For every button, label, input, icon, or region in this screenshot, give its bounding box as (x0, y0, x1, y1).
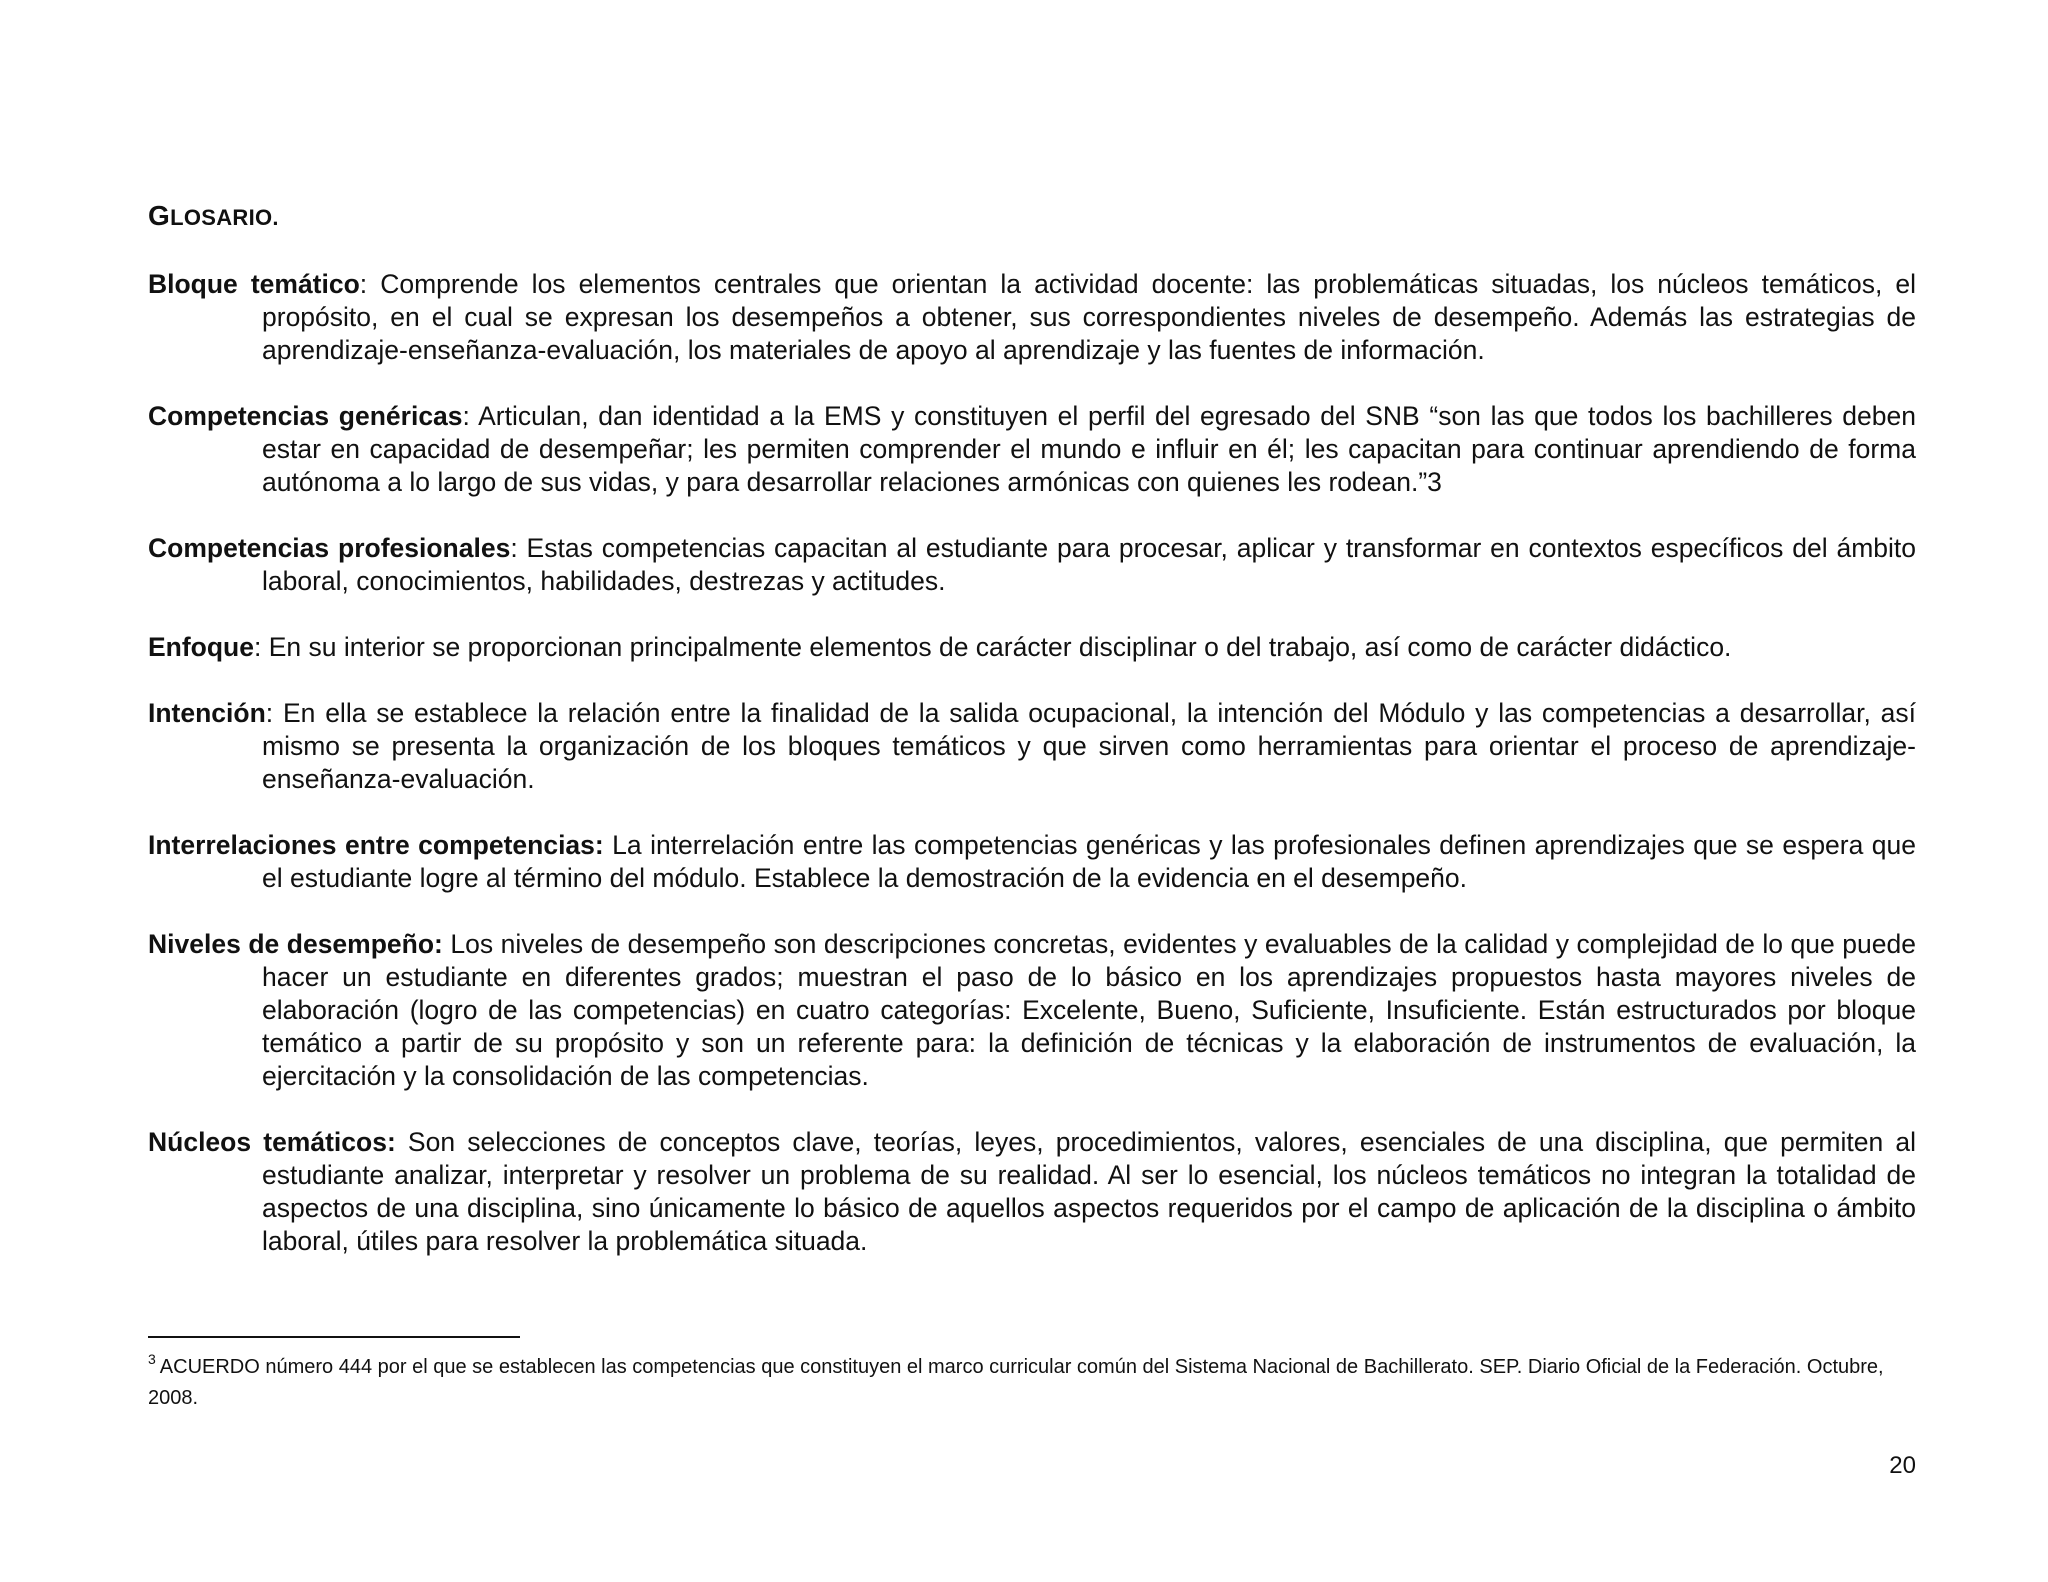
glossary-term: Enfoque (148, 632, 254, 662)
glossary-heading (148, 200, 279, 232)
glossary-term: Competencias profesionales (148, 533, 511, 563)
glossary-separator: : (265, 698, 274, 728)
glossary-entry-competencias-genericas (148, 400, 1916, 499)
glossary-definition: Comprende los elementos centrales que orientan la actividad docente: las problemáticas situadas, los núcleos temáticos, el propósito, en el cual se expresan los desempeños a obtener, sus correspondientes niveles de desempeño. Además las estrategias de aprendizaje-enseñanza-evaluación, los materiales de apoyo al aprendizaje y las fuentes de información. (262, 269, 1916, 365)
glossary-entry-intencion (148, 697, 1916, 796)
glossary-entry-interrelaciones (148, 829, 1916, 895)
page-number: 20 (1889, 1452, 1916, 1479)
glossary-list (148, 268, 1916, 1291)
glossary-entry-niveles-de-desempeno (148, 928, 1916, 1093)
glossary-entry-bloque-tematico (148, 268, 1916, 367)
glossary-term: Niveles de desempeño: (148, 929, 443, 959)
footnote-text: ACUERDO número 444 por el que se establecen las competencias que constituyen el marco curricular común del Sistema Nacional de Bachillerato. SEP. Diario Oficial de la Federación. Octubre, 2008. (148, 1356, 1884, 1409)
glossary-heading-initial: G (148, 200, 171, 231)
glossary-definition: Los niveles de desempeño son descripciones concretas, evidentes y evaluables de la calidad y complejidad de lo que puede hacer un estudiante en diferentes grados; muestran el paso de lo básico en los aprendizajes propuestos hasta mayores niveles de elaboración (logro de las competencias) en cuatro categorías: Excelente, Bueno, Suficiente, Insuficiente. Están estructurados por bloque temático a partir de su propósito y son un referente para: la definición de técnicas y la elaboración de instrumentos de evaluación, la ejercitación y la consolidación de las competencias. (262, 929, 1916, 1091)
glossary-entry-enfoque (148, 631, 1916, 664)
glossary-separator: : (462, 401, 470, 431)
glossary-separator: : (359, 269, 368, 299)
footnote (148, 1352, 1916, 1414)
footnote-separator (148, 1336, 520, 1338)
glossary-entry-competencias-profesionales (148, 532, 1916, 598)
glossary-term: Interrelaciones entre competencias: (148, 830, 604, 860)
glossary-separator: : (510, 533, 518, 563)
glossary-term: Bloque temático (148, 269, 360, 299)
glossary-definition: En su interior se proporcionan principalmente elementos de carácter disciplinar o del trabajo, así como de carácter didáctico. (261, 632, 1732, 662)
glossary-term: Intención (148, 698, 266, 728)
glossary-separator: : (254, 632, 262, 662)
glossary-definition: Son selecciones de conceptos clave, teorías, leyes, procedimientos, valores, esenciales de una disciplina, que permiten al estudiante analizar, interpretar y resolver un problema de su realidad. Al ser lo esencial, los núcleos temáticos no integran la totalidad de aspectos de una disciplina, sino únicamente lo básico de aquellos aspectos requeridos por el campo de aplicación de la disciplina o ámbito laboral, útiles para resolver la problemática situada. (262, 1127, 1916, 1256)
glossary-definition: Articulan, dan identidad a la EMS y constituyen el perfil del egresado del SNB “son las que todos los bachilleres deben estar en capacidad de desempeñar; les permiten comprender el mundo e influir en él; les capacitan para continuar aprendiendo de forma autónoma a lo largo de sus vidas, y para desarrollar relaciones armónicas con quienes les rodean.”3 (262, 401, 1917, 497)
glossary-term: Núcleos temáticos: (148, 1127, 396, 1157)
glossary-entry-nucleos-tematicos (148, 1126, 1916, 1258)
glossary-definition: La interrelación entre las competencias genéricas y las profesionales definen aprendizajes que se espera que el estudiante logre al término del módulo. Establece la demostración de la evidencia en el desempeño. (262, 830, 1916, 893)
glossary-term: Competencias genéricas (148, 401, 463, 431)
glossary-definition: Estas competencias capacitan al estudiante para procesar, aplicar y transformar en contextos específicos del ámbito laboral, conocimientos, habilidades, destrezas y actitudes. (262, 533, 1916, 596)
footnote-marker: 3 (148, 1351, 156, 1367)
glossary-heading-rest: LOSARIO. (170, 205, 279, 230)
glossary-definition: En ella se establece la relación entre la finalidad de la salida ocupacional, la intención del Módulo y las competencias a desarrollar, así mismo se presenta la organización de los bloques temáticos y que sirven como herramientas para orientar el proceso de aprendizaje-enseñanza-evaluación. (262, 698, 1916, 794)
